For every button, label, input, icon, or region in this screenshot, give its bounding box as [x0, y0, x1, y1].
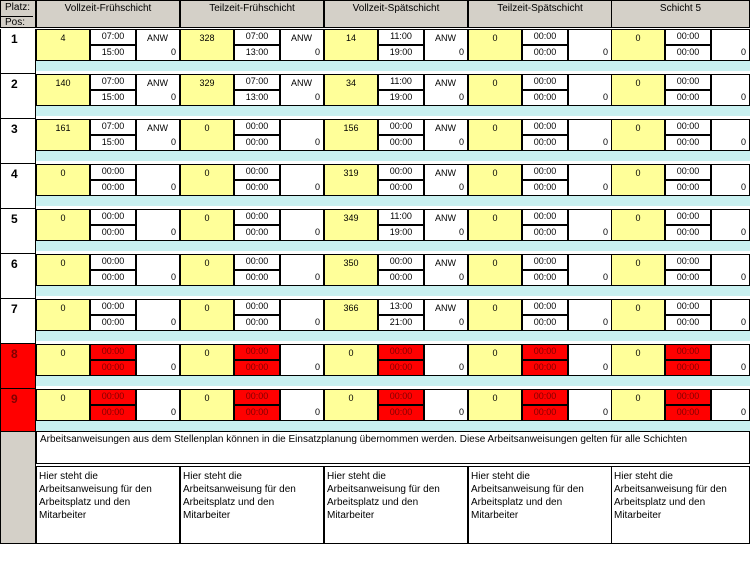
- hours-value: 0: [602, 92, 608, 102]
- employee-id-cell[interactable]: 0: [468, 299, 522, 331]
- shift-end-time[interactable]: 00:00: [522, 360, 568, 376]
- shift-end-time[interactable]: 00:00: [378, 180, 424, 196]
- employee-id-cell[interactable]: 0: [611, 209, 665, 241]
- hours-value: 0: [458, 227, 464, 237]
- shift-end-time[interactable]: 00:00: [234, 225, 280, 241]
- hours-value: 0: [458, 407, 464, 417]
- employee-id-cell[interactable]: 0: [36, 344, 90, 376]
- shift-end-time[interactable]: 15:00: [90, 45, 136, 61]
- hours-value: 0: [602, 362, 608, 372]
- shift-end-time[interactable]: 15:00: [90, 90, 136, 106]
- shift-end-time[interactable]: 13:00: [234, 90, 280, 106]
- shift-start-time[interactable]: 00:00: [234, 164, 280, 180]
- attendance-code: ANW: [147, 123, 168, 133]
- shift-end-time[interactable]: 00:00: [665, 180, 711, 196]
- shift-start-time[interactable]: 00:00: [665, 74, 711, 90]
- employee-id-cell[interactable]: 0: [180, 254, 234, 286]
- employee-id-cell[interactable]: 0: [180, 344, 234, 376]
- hours-value: 0: [740, 227, 746, 237]
- shift-start-time[interactable]: 11:00: [378, 209, 424, 225]
- shift-end-time[interactable]: 00:00: [378, 405, 424, 421]
- hours-value: 0: [740, 362, 746, 372]
- shift-instruction-text[interactable]: Hier steht die Arbeitsanweisung für den Arbeitsplatz und den Mitarbeiter: [36, 466, 180, 544]
- employee-id-cell[interactable]: 0: [468, 164, 522, 196]
- attendance-code: ANW: [435, 303, 456, 313]
- shift-start-time[interactable]: 00:00: [665, 29, 711, 45]
- employee-id-cell[interactable]: 0: [180, 119, 234, 151]
- shift-start-time[interactable]: 00:00: [378, 254, 424, 270]
- position-row-label: 9: [0, 389, 36, 434]
- shift-instruction-text[interactable]: Hier steht die Arbeitsanweisung für den Arbeitsplatz und den Mitarbeiter: [468, 466, 612, 544]
- employee-id-cell[interactable]: 0: [468, 119, 522, 151]
- employee-id-cell[interactable]: 350: [324, 254, 378, 286]
- attendance-code: ANW: [435, 213, 456, 223]
- shift-end-time[interactable]: 00:00: [90, 270, 136, 286]
- shift-start-time[interactable]: 00:00: [378, 389, 424, 405]
- shift-start-time[interactable]: 00:00: [234, 344, 280, 360]
- work-instruction-label: [0, 482, 1, 577]
- shift-column-title: Vollzeit-Frühschicht: [64, 3, 152, 14]
- shift-end-time[interactable]: 00:00: [90, 225, 136, 241]
- shift-start-time[interactable]: 00:00: [665, 344, 711, 360]
- shift-end-time[interactable]: 00:00: [665, 405, 711, 421]
- shift-end-time[interactable]: 19:00: [378, 225, 424, 241]
- attendance-code: ANW: [147, 33, 168, 43]
- header-corner: [0, 0, 36, 28]
- shift-start-time[interactable]: 00:00: [665, 209, 711, 225]
- employee-id-cell[interactable]: 0: [468, 74, 522, 106]
- shift-end-time[interactable]: 00:00: [90, 315, 136, 331]
- shift-start-time[interactable]: 00:00: [90, 344, 136, 360]
- employee-id-cell[interactable]: 366: [324, 299, 378, 331]
- employee-id-cell[interactable]: 4: [36, 29, 90, 61]
- employee-id-cell[interactable]: 329: [180, 74, 234, 106]
- employee-id-cell[interactable]: 0: [180, 209, 234, 241]
- shift-start-time[interactable]: 00:00: [522, 74, 568, 90]
- hours-value: 0: [740, 137, 746, 147]
- general-instruction-text[interactable]: Arbeitsanweisungen aus dem Stellenplan können in die Einsatzplanung übernommen werden. Diese Arbeitsanweisungen gelten für alle Schichten: [36, 431, 750, 464]
- shift-end-time[interactable]: 00:00: [522, 315, 568, 331]
- hours-value: 0: [170, 137, 176, 147]
- shift-end-time[interactable]: 00:00: [522, 225, 568, 241]
- hours-value: 0: [458, 47, 464, 57]
- shift-start-time[interactable]: 00:00: [234, 389, 280, 405]
- hours-value: 0: [170, 362, 176, 372]
- shift-start-time[interactable]: 00:00: [522, 209, 568, 225]
- shift-column-header[interactable]: [611, 0, 750, 28]
- shift-instruction-text[interactable]: Hier steht die Arbeitsanweisung für den Arbeitsplatz und den Mitarbeiter: [324, 466, 468, 544]
- shift-start-time[interactable]: 00:00: [90, 254, 136, 270]
- shift-end-time[interactable]: 00:00: [234, 180, 280, 196]
- shift-end-time[interactable]: 00:00: [234, 405, 280, 421]
- hours-value: 0: [458, 362, 464, 372]
- shift-end-time[interactable]: 13:00: [234, 45, 280, 61]
- shift-end-time[interactable]: 00:00: [665, 135, 711, 151]
- employee-id-cell[interactable]: 0: [36, 164, 90, 196]
- hours-value: 0: [314, 227, 320, 237]
- shift-end-time[interactable]: 00:00: [378, 135, 424, 151]
- position-row-label: 5: [0, 209, 36, 254]
- hours-value: 0: [314, 317, 320, 327]
- shift-start-time[interactable]: 13:00: [378, 299, 424, 315]
- hours-value: 0: [740, 47, 746, 57]
- attendance-code: ANW: [147, 78, 168, 88]
- employee-id-cell[interactable]: 14: [324, 29, 378, 61]
- employee-id-cell[interactable]: 0: [611, 74, 665, 106]
- shift-end-time[interactable]: 00:00: [522, 180, 568, 196]
- hours-value: 0: [314, 92, 320, 102]
- employee-id-cell[interactable]: 0: [611, 164, 665, 196]
- position-row-label: 4: [0, 164, 36, 209]
- hours-value: 0: [602, 182, 608, 192]
- employee-id-cell[interactable]: 0: [611, 119, 665, 151]
- employee-id-cell[interactable]: 161: [36, 119, 90, 151]
- row-separator-band: [36, 376, 750, 386]
- hours-value: 0: [602, 227, 608, 237]
- hours-value: 0: [314, 407, 320, 417]
- shift-start-time[interactable]: 07:00: [234, 74, 280, 90]
- row-separator-band: [36, 61, 750, 71]
- shift-column-title: Teilzeit-Spätschicht: [497, 3, 583, 14]
- hours-value: 0: [458, 182, 464, 192]
- shift-end-time[interactable]: 00:00: [665, 360, 711, 376]
- shift-start-time[interactable]: 00:00: [234, 119, 280, 135]
- employee-id-cell[interactable]: 0: [36, 299, 90, 331]
- shift-end-time[interactable]: 00:00: [522, 405, 568, 421]
- employee-id-cell[interactable]: 0: [324, 389, 378, 421]
- hours-value: 0: [602, 47, 608, 57]
- employee-id-cell[interactable]: 0: [180, 299, 234, 331]
- hours-value: 0: [740, 317, 746, 327]
- employee-id-cell[interactable]: 328: [180, 29, 234, 61]
- shift-start-time[interactable]: 00:00: [234, 209, 280, 225]
- hours-value: 0: [602, 317, 608, 327]
- employee-id-cell[interactable]: 0: [468, 29, 522, 61]
- platz-label: Platz:: [5, 2, 31, 13]
- hours-value: 0: [170, 47, 176, 57]
- hours-value: 0: [458, 317, 464, 327]
- employee-id-cell[interactable]: 0: [611, 254, 665, 286]
- shift-column-header[interactable]: [36, 0, 180, 28]
- shift-end-time[interactable]: 19:00: [378, 45, 424, 61]
- attendance-code: ANW: [291, 78, 312, 88]
- shift-start-time[interactable]: 07:00: [234, 29, 280, 45]
- shift-end-time[interactable]: 00:00: [90, 180, 136, 196]
- row-separator-band: [36, 151, 750, 161]
- shift-column-title: Vollzeit-Spätschicht: [352, 3, 440, 14]
- hours-value: 0: [170, 407, 176, 417]
- shift-end-time[interactable]: 21:00: [378, 315, 424, 331]
- shift-end-time[interactable]: 00:00: [665, 45, 711, 61]
- employee-id-cell[interactable]: 0: [36, 254, 90, 286]
- hours-value: 0: [602, 137, 608, 147]
- shift-start-time[interactable]: 00:00: [522, 389, 568, 405]
- position-row-label: 1: [0, 29, 36, 74]
- hours-value: 0: [170, 272, 176, 282]
- attendance-code: ANW: [435, 33, 456, 43]
- attendance-code: ANW: [435, 78, 456, 88]
- employee-id-cell[interactable]: 349: [324, 209, 378, 241]
- employee-id-cell[interactable]: 140: [36, 74, 90, 106]
- employee-id-cell[interactable]: 0: [180, 389, 234, 421]
- attendance-code: ANW: [435, 123, 456, 133]
- attendance-code: ANW: [435, 258, 456, 268]
- shift-start-time[interactable]: 11:00: [378, 29, 424, 45]
- shift-end-time[interactable]: 00:00: [665, 90, 711, 106]
- position-row-label: 2: [0, 74, 36, 119]
- row-separator-band: [36, 421, 750, 431]
- hours-value: 0: [314, 137, 320, 147]
- row-separator-band: [36, 106, 750, 116]
- shift-instruction-text[interactable]: Hier steht die Arbeitsanweisung für den Arbeitsplatz und den Mitarbeiter: [180, 466, 324, 544]
- shift-start-time[interactable]: 00:00: [522, 164, 568, 180]
- employee-id-cell[interactable]: 0: [36, 209, 90, 241]
- shift-start-time[interactable]: 00:00: [378, 164, 424, 180]
- employee-id-cell[interactable]: 0: [611, 29, 665, 61]
- work-instruction-side-label: [0, 431, 36, 544]
- hours-value: 0: [740, 92, 746, 102]
- row-separator-band: [36, 241, 750, 251]
- position-row-label: 6: [0, 254, 36, 299]
- shift-end-time[interactable]: 00:00: [90, 405, 136, 421]
- hours-value: 0: [740, 272, 746, 282]
- shift-end-time[interactable]: 00:00: [522, 270, 568, 286]
- shift-start-time[interactable]: 00:00: [90, 299, 136, 315]
- employee-id-cell[interactable]: 319: [324, 164, 378, 196]
- employee-id-cell[interactable]: 156: [324, 119, 378, 151]
- shift-end-time[interactable]: 00:00: [522, 45, 568, 61]
- employee-id-cell[interactable]: 0: [611, 299, 665, 331]
- shift-start-time[interactable]: 07:00: [90, 29, 136, 45]
- shift-start-time[interactable]: 00:00: [665, 389, 711, 405]
- hours-value: 0: [602, 407, 608, 417]
- shift-instruction-text[interactable]: Hier steht die Arbeitsanweisung für den Arbeitsplatz und den Mitarbeiter: [611, 466, 750, 544]
- shift-column-header[interactable]: [180, 0, 324, 28]
- attendance-code: ANW: [435, 168, 456, 178]
- shift-end-time[interactable]: 00:00: [234, 135, 280, 151]
- employee-id-cell[interactable]: 0: [468, 344, 522, 376]
- attendance-code: ANW: [291, 33, 312, 43]
- hours-value: 0: [314, 47, 320, 57]
- shift-end-time[interactable]: 00:00: [665, 270, 711, 286]
- hours-value: 0: [170, 227, 176, 237]
- shift-end-time[interactable]: 00:00: [234, 360, 280, 376]
- position-row-label: 8: [0, 344, 36, 389]
- row-separator-band: [36, 331, 750, 341]
- employee-id-cell[interactable]: 0: [36, 389, 90, 421]
- hours-value: 0: [170, 182, 176, 192]
- employee-id-cell[interactable]: 0: [468, 389, 522, 421]
- shift-start-time[interactable]: 00:00: [665, 119, 711, 135]
- shift-start-time[interactable]: 00:00: [90, 389, 136, 405]
- shift-start-time[interactable]: 00:00: [234, 299, 280, 315]
- shift-start-time[interactable]: 07:00: [90, 119, 136, 135]
- position-row-label: 7: [0, 299, 36, 344]
- shift-column-header[interactable]: [468, 0, 612, 28]
- shift-end-time[interactable]: 15:00: [90, 135, 136, 151]
- row-separator-band: [36, 286, 750, 296]
- pos-label: Pos:: [1, 16, 33, 28]
- employee-id-cell[interactable]: 0: [180, 164, 234, 196]
- hours-value: 0: [458, 92, 464, 102]
- employee-id-cell[interactable]: 0: [611, 389, 665, 421]
- shift-end-time[interactable]: 00:00: [90, 360, 136, 376]
- hours-value: 0: [314, 182, 320, 192]
- hours-value: 0: [314, 272, 320, 282]
- hours-value: 0: [170, 317, 176, 327]
- hours-value: 0: [740, 407, 746, 417]
- hours-value: 0: [458, 137, 464, 147]
- shift-start-time[interactable]: 00:00: [378, 344, 424, 360]
- shift-end-time[interactable]: 00:00: [234, 270, 280, 286]
- shift-end-time[interactable]: 00:00: [665, 315, 711, 331]
- shift-column-header[interactable]: [324, 0, 468, 28]
- hours-value: 0: [602, 272, 608, 282]
- shift-end-time[interactable]: 19:00: [378, 90, 424, 106]
- employee-id-cell[interactable]: 0: [611, 344, 665, 376]
- shift-start-time[interactable]: 00:00: [90, 164, 136, 180]
- hours-value: 0: [458, 272, 464, 282]
- shift-end-time[interactable]: 00:00: [665, 225, 711, 241]
- shift-start-time[interactable]: 00:00: [522, 299, 568, 315]
- shift-start-time[interactable]: 00:00: [522, 29, 568, 45]
- shift-end-time[interactable]: 00:00: [522, 135, 568, 151]
- shift-start-time[interactable]: 00:00: [378, 119, 424, 135]
- shift-start-time[interactable]: 11:00: [378, 74, 424, 90]
- shift-start-time[interactable]: 00:00: [665, 299, 711, 315]
- shift-end-time[interactable]: 00:00: [378, 360, 424, 376]
- shift-start-time[interactable]: 00:00: [522, 254, 568, 270]
- shift-end-time[interactable]: 00:00: [234, 315, 280, 331]
- shift-start-time[interactable]: 00:00: [665, 164, 711, 180]
- shift-column-title: Teilzeit-Frühschicht: [209, 3, 295, 14]
- employee-id-cell[interactable]: 34: [324, 74, 378, 106]
- shift-start-time[interactable]: 00:00: [665, 254, 711, 270]
- row-separator-band: [36, 196, 750, 206]
- shift-start-time[interactable]: 00:00: [90, 209, 136, 225]
- shift-end-time[interactable]: 00:00: [522, 90, 568, 106]
- employee-id-cell[interactable]: 0: [468, 209, 522, 241]
- employee-id-cell[interactable]: 0: [324, 344, 378, 376]
- shift-column-title: Schicht 5: [659, 3, 702, 14]
- hours-value: 0: [170, 92, 176, 102]
- employee-id-cell[interactable]: 0: [468, 254, 522, 286]
- shift-end-time[interactable]: 00:00: [378, 270, 424, 286]
- shift-start-time[interactable]: 00:00: [522, 344, 568, 360]
- shift-start-time[interactable]: 07:00: [90, 74, 136, 90]
- hours-value: 0: [314, 362, 320, 372]
- shift-start-time[interactable]: 00:00: [234, 254, 280, 270]
- hours-value: 0: [740, 182, 746, 192]
- position-row-label: 3: [0, 119, 36, 164]
- shift-start-time[interactable]: 00:00: [522, 119, 568, 135]
